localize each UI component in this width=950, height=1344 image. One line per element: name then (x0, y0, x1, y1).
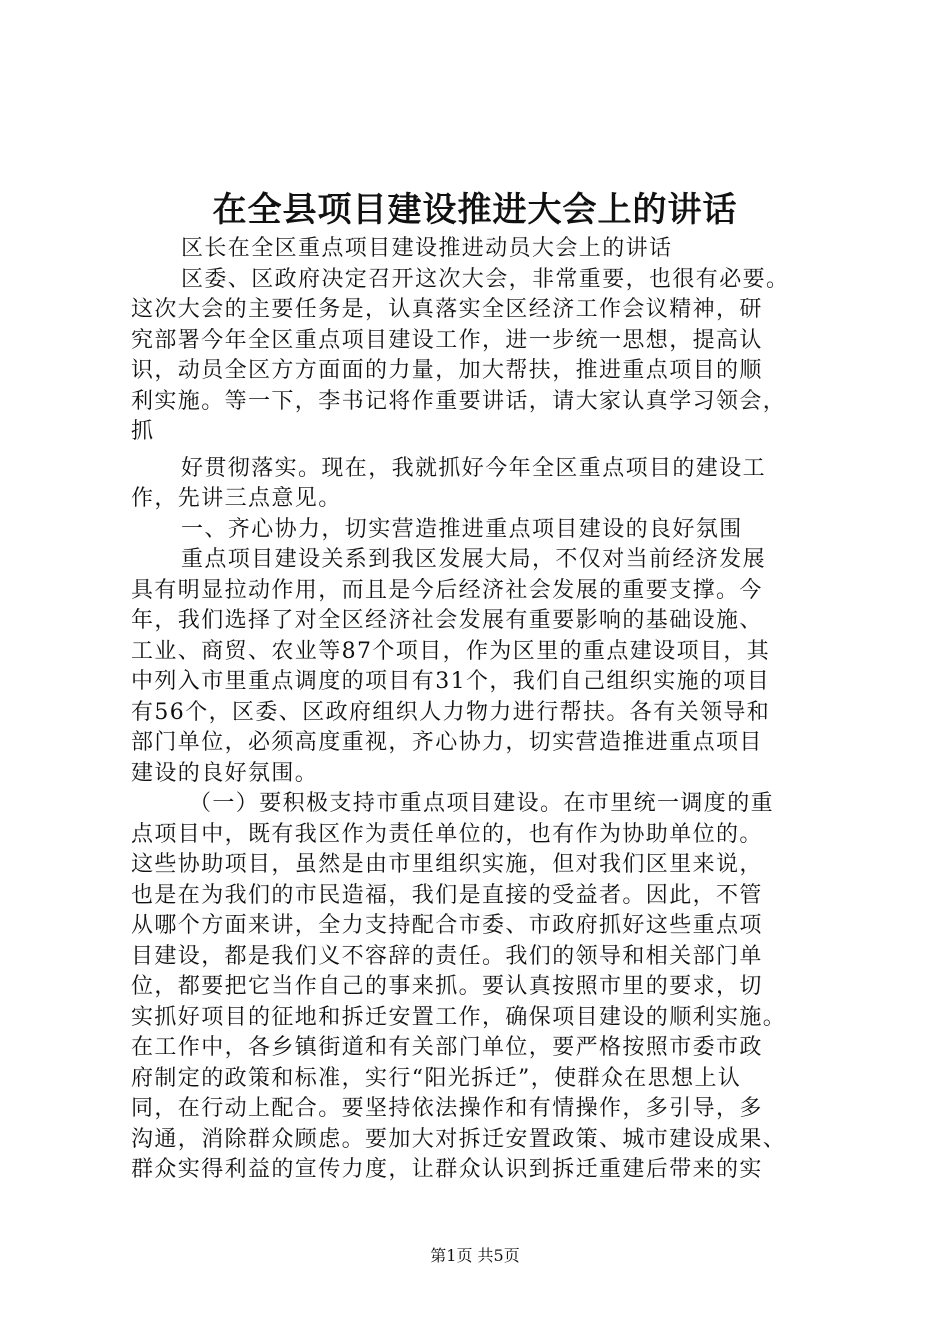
text-line: 建设的良好氛围。 (131, 760, 319, 786)
text-line: 点项目中，既有我区作为责任单位的，也有作为协助单位的。 (131, 821, 763, 847)
page-footer: 第1页 共5页 (430, 1246, 520, 1265)
text-line: 沟通，消除群众顾虑。要加大对拆迁安置政策、城市建设成果、 (131, 1126, 787, 1152)
text-line: 好贯彻落实。现在，我就抓好今年全区重点项目的建设工 (181, 455, 767, 481)
document-title: 在全县项目建设推进大会上的讲话 (212, 190, 738, 230)
subsection-line: （一）要积极支持市重点项目建设。在市里统一调度的重 (189, 791, 775, 816)
text-line: 重点项目建设关系到我区发展大局，不仅对当前经济发展 (181, 547, 767, 572)
text-line: 部门单位，必须高度重视，齐心协力，切实营造推进重点项目 (131, 730, 763, 755)
text-line: 群众实得利益的宣传力度，让群众认识到拆迁重建后带来的实 (131, 1157, 763, 1182)
text-line: 这些协助项目，虽然是由市里组织实施，但对我们区里来说， (131, 852, 763, 877)
text-line: 区委、区政府决定召开这次大会，非常重要，也很有必要。 (181, 266, 790, 292)
text-line: 利实施。等一下，李书记将作重要讲话，请大家认真学习领会， (131, 388, 787, 414)
text-line: 工业、商贸、农业等87个项目，作为区里的重点建设项目，其 (131, 638, 771, 664)
text-line: 年，我们选择了对全区经济社会发展有重要影响的基础设施、 (131, 608, 763, 633)
text-line: 府制定的政策和标准，实行“阳光拆迁”，使群众在思想上认 (131, 1065, 742, 1091)
text-line: 也是在为我们的市民造福，我们是直接的受益者。因此，不管 (131, 882, 763, 908)
text-line: 这次大会的主要任务是，认真落实全区经济工作会议精神，研 (131, 297, 763, 322)
text-line: 有56个，区委、区政府组织人力物力进行帮扶。各有关领导和 (131, 699, 771, 725)
text-line: 作，先讲三点意见。 (131, 486, 342, 511)
text-line: 区长在全区重点项目建设推进动员大会上的讲话 (181, 236, 673, 261)
text-line: 在工作中，各乡镇街道和有关部门单位，要严格按照市委市政 (131, 1035, 763, 1060)
text-line: 究部署今年全区重点项目建设工作，进一步统一思想，提高认 (131, 327, 763, 353)
text-line: 中列入市里重点调度的项目有31个，我们自己组织实施的项目 (131, 669, 771, 694)
text-line: 同，在行动上配合。要坚持依法操作和有情操作，多引导，多 (131, 1096, 763, 1121)
text-line: 识，动员全区方方面面的力量，加大帮扶，推进重点项目的顺 (131, 358, 763, 383)
text-line: 实抓好项目的征地和拆迁安置工作，确保项目建设的顺利实施。 (131, 1004, 787, 1030)
text-line: 从哪个方面来讲，全力支持配合市委、市政府抓好这些重点项 (131, 913, 763, 938)
section-heading: 一、齐心协力，切实营造推进重点项目建设的良好氛围 (181, 516, 743, 542)
text-line: 目建设，都是我们义不容辞的责任。我们的领导和相关部门单 (131, 943, 763, 969)
text-line: 具有明显拉动作用，而且是今后经济社会发展的重要支撑。今 (131, 577, 763, 603)
document-body (131, 234, 851, 1186)
text-line: 抓 (131, 419, 155, 444)
text-line: 位，都要把它当作自己的事来抓。要认真按照市里的要求，切 (131, 974, 763, 999)
